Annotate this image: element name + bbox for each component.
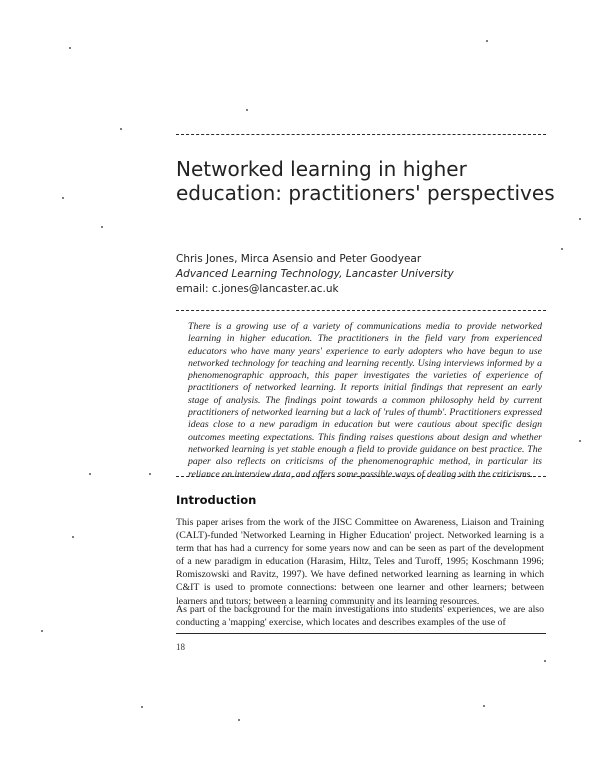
author-email: email: c.jones@lancaster.ac.uk xyxy=(176,283,339,295)
scan-speck xyxy=(483,705,485,707)
scan-speck xyxy=(238,719,240,721)
scan-speck xyxy=(579,440,581,442)
abstract: There is a growing use of a variety of communications media to provide networked learning in higher education. The practitioners in the field vary from experienced educators who have many years' experience to early adopters who have begun to use networked technology for teaching and learning recently. Using interviews informed by a phenomenographic approach, this paper investigates the varieties of experience of practitioners of networked learning. It reports initial findings that represent an early stage of analysis. The findings point towards a common philosophy held by current practitioners of networked learning but a lack of 'rules of thumb'. Practitioners expressed ideas close to a new paradigm in education but were cautious about specific design outcomes meeting expectations. This finding raises questions about design and whether networked learning is yet stable enough a field to provide guidance on best practice. The paper also reflects on criticisms of the phenomenographic method, in particular its reliance on interview data, and offers some possible ways of dealing with the criticisms. xyxy=(188,321,542,480)
footer-rule xyxy=(176,633,546,634)
author-affiliation: Advanced Learning Technology, Lancaster University xyxy=(176,268,454,280)
page-number: 18 xyxy=(176,642,185,652)
scan-speck xyxy=(62,197,64,199)
scan-speck xyxy=(120,128,122,130)
scan-speck xyxy=(72,536,74,538)
body-paragraph: As part of the background for the main investigations into students' experiences, we are also conducting a 'mapping' exercise, which locates and describes examples of the use of xyxy=(176,604,544,629)
scan-speck xyxy=(246,109,248,111)
scan-speck xyxy=(101,226,103,228)
scan-speck xyxy=(544,660,546,662)
scan-speck xyxy=(561,248,563,250)
scan-speck xyxy=(141,706,143,708)
scan-speck xyxy=(69,47,71,49)
scan-speck xyxy=(579,218,581,220)
body-paragraph: This paper arises from the work of the JISC Committee on Awareness, Liaison and Training (CALT)-funded 'Networked Learning in Higher Education' project. Networked learning is a term that has had a currency for some years now and can be seen as part of the development of a new paradigm in education (Harasim, Hiltz, Teles and Turoff, 1995; Koschmann 1996; Romiszowski and Ravitz, 1997). We have defined networked learning as learning in which C&IT is used to promote connections: between one learner and other learners; between learners and tutors; between a learning community and its learning resources. xyxy=(176,517,544,607)
paper-title: Networked learning in higher education: practitioners' perspectives xyxy=(176,157,555,205)
top-rule xyxy=(176,134,546,135)
section-heading-introduction: Introduction xyxy=(176,493,257,507)
author-rule xyxy=(176,310,546,311)
author-names: Chris Jones, Mirca Asensio and Peter Goodyear xyxy=(176,253,422,265)
scan-speck xyxy=(486,40,488,42)
scan-speck xyxy=(149,473,151,475)
scan-speck xyxy=(89,473,91,475)
scan-speck xyxy=(41,630,43,632)
